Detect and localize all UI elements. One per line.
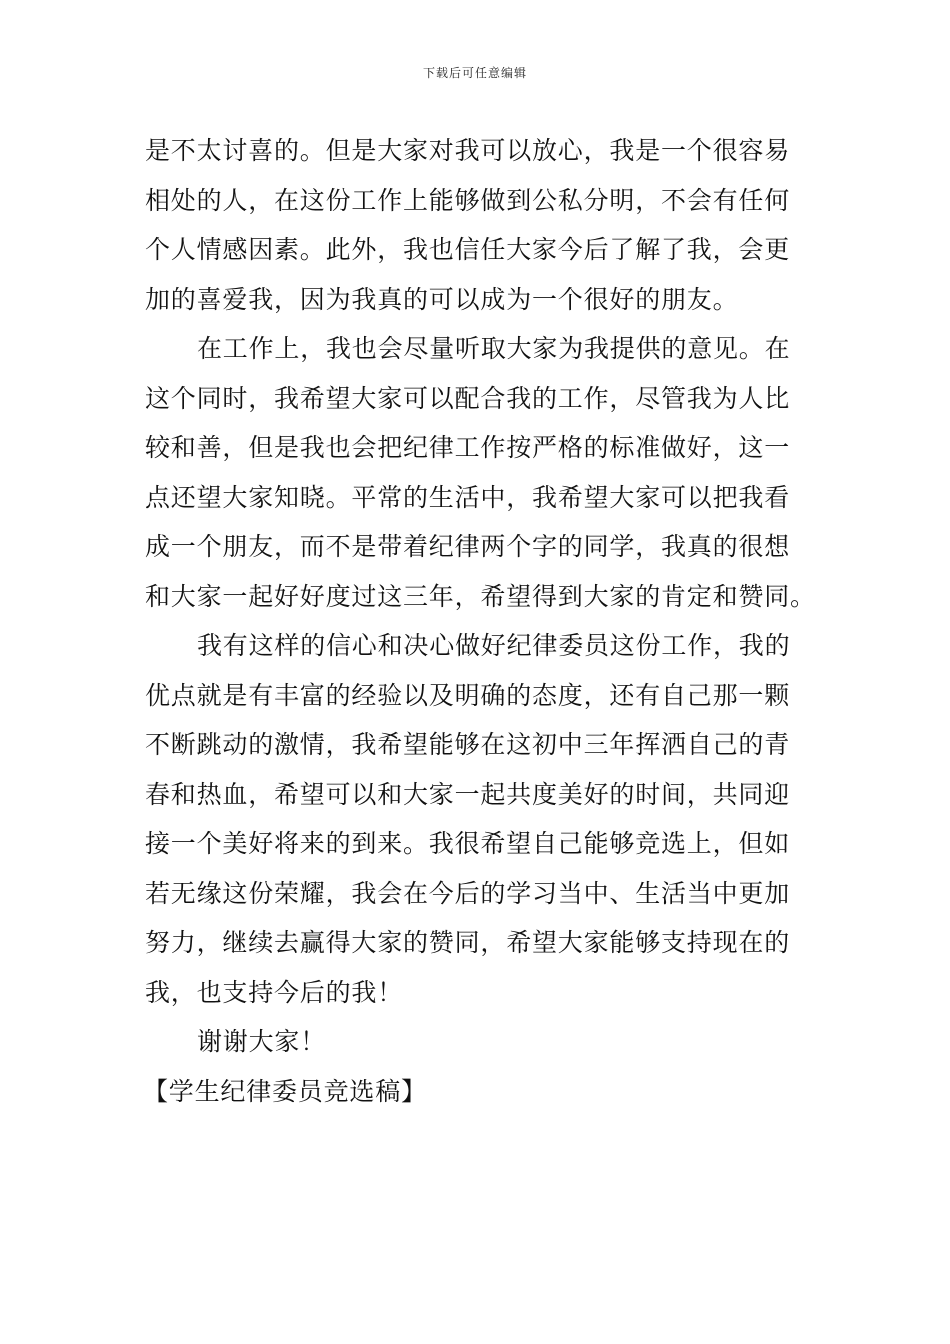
text-line: 成一个朋友，而不是带着纪律两个字的同学，我真的很想 [145, 532, 791, 561]
text-line: 点还望大家知晓。平常的生活中，我希望大家可以把我看 [145, 482, 791, 512]
text-line: 优点就是有丰富的经验以及明确的态度，还有自己那一颗 [145, 680, 791, 710]
text-line: 若无缘这份荣耀，我会在今后的学习当中、生活当中更加 [145, 878, 791, 908]
text-line: 相处的人，在这份工作上能够做到公私分明，不会有任何 [145, 185, 791, 215]
text-line: 努力，继续去赢得大家的赞同，希望大家能够支持现在的 [145, 928, 791, 957]
text-line: 我，也支持今后的我！ [145, 977, 404, 1007]
closing-thanks: 谢谢大家！ [197, 1027, 327, 1056]
text-line: 不断跳动的激情，我希望能够在这初中三年挥洒自己的青 [145, 730, 791, 759]
paragraph-start-line: 在工作上，我也会尽量听取大家为我提供的意见。在 [197, 334, 791, 363]
paragraph-start-line: 我有这样的信心和决心做好纪律委员这份工作，我的 [197, 631, 791, 660]
text-line: 接一个美好将来的到来。我很希望自己能够竞选上，但如 [145, 829, 791, 858]
text-line: 这个同时，我希望大家可以配合我的工作，尽管我为人比 [145, 383, 791, 413]
text-line: 是不太讨喜的。但是大家对我可以放心，我是一个很容易 [145, 136, 791, 165]
document-body [143, 126, 816, 1116]
text-line: 个人情感因素。此外，我也信任大家今后了解了我，会更 [145, 235, 791, 264]
page-header: 下载后可任意编辑 [422, 66, 527, 80]
text-line: 加的喜爱我，因为我真的可以成为一个很好的朋友。 [145, 284, 739, 314]
text-line: 和大家一起好好度过这三年，希望得到大家的肯定和赞同。 [145, 581, 816, 611]
text-line: 较和善，但是我也会把纪律工作按严格的标准做好，这一 [145, 433, 791, 462]
document-title-tag: 【学生纪律委员竞选稿】 [143, 1076, 427, 1106]
text-line: 春和热血，希望可以和大家一起共度美好的时间，共同迎 [145, 779, 791, 809]
